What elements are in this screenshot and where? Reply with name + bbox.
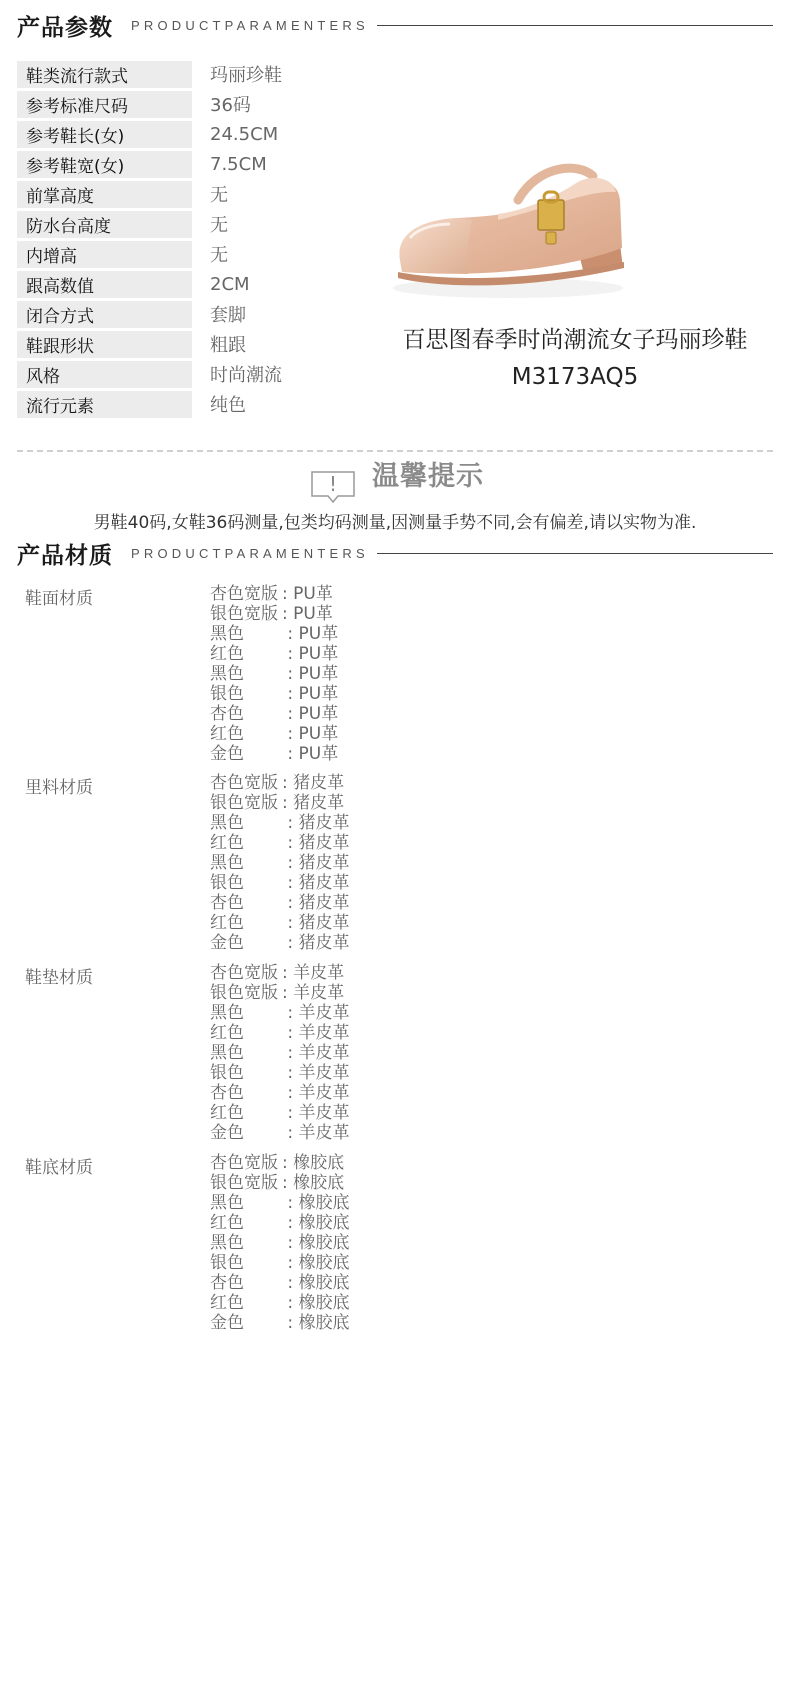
param-value: 粗跟	[210, 335, 246, 356]
param-value: 无	[210, 185, 228, 206]
section-title: 产品参数	[17, 14, 113, 41]
param-row	[17, 119, 317, 149]
product-name-line1: 百思图春季时尚潮流女子玛丽珍鞋	[402, 327, 748, 353]
section-title: 产品材质	[17, 542, 113, 569]
notice-text: 男鞋40码,女鞋36码测量,包类均码测量,因测量手势不同,会有偏差,请以实物为准.	[93, 513, 697, 533]
material-line: 金色 : 羊皮革	[210, 1123, 350, 1143]
param-value: 套脚	[210, 305, 246, 326]
material-line: 杏色宽版 : PU革	[210, 584, 333, 604]
material-lines	[210, 773, 350, 953]
param-row	[17, 59, 317, 89]
material-line: 红色 : 橡胶底	[210, 1213, 350, 1233]
product-shoe-image	[388, 140, 638, 310]
param-row	[17, 389, 317, 419]
material-line: 红色 : 猪皮革	[210, 913, 350, 933]
material-line: 银色宽版 : 橡胶底	[210, 1173, 345, 1193]
material-line: 黑色 : PU革	[210, 664, 339, 684]
param-value: 2CM	[210, 273, 250, 295]
material-line: 银色 : 橡胶底	[210, 1253, 350, 1273]
material-label: 鞋面材质	[25, 589, 93, 609]
param-row	[17, 149, 317, 179]
param-value: 时尚潮流	[210, 365, 282, 386]
param-value: 无	[210, 245, 228, 266]
notice-icon-symbol: !	[328, 472, 338, 496]
material-line: 黑色 : 猪皮革	[210, 853, 350, 873]
param-value: 玛丽珍鞋	[210, 65, 282, 86]
section-subtitle: PRODUCTPARAMENTERS	[131, 545, 369, 561]
material-line: 杏色宽版 : 橡胶底	[210, 1153, 345, 1173]
param-value: 无	[210, 215, 228, 236]
param-row	[17, 239, 317, 269]
material-line: 红色 : 羊皮革	[210, 1023, 350, 1043]
material-line: 银色 : PU革	[210, 684, 339, 704]
material-line: 黑色 : 羊皮革	[210, 1043, 350, 1063]
param-label: 参考鞋宽(女)	[17, 151, 192, 178]
material-line: 杏色 : PU革	[210, 704, 339, 724]
param-row	[17, 329, 317, 359]
param-row	[17, 89, 317, 119]
section-subtitle: PRODUCTPARAMENTERS	[131, 17, 369, 33]
material-line: 红色 : 羊皮革	[210, 1103, 350, 1123]
param-value: 7.5CM	[210, 153, 267, 175]
param-row	[17, 359, 317, 389]
material-line: 杏色宽版 : 羊皮革	[210, 963, 345, 983]
section-divider	[377, 25, 773, 26]
material-line: 银色 : 羊皮革	[210, 1063, 350, 1083]
material-line: 金色 : 橡胶底	[210, 1313, 350, 1333]
material-line: 杏色 : 橡胶底	[210, 1273, 350, 1293]
material-line: 银色宽版 : 猪皮革	[210, 793, 345, 813]
material-line: 黑色 : PU革	[210, 624, 339, 644]
material-lines	[210, 1153, 350, 1333]
section-header-params	[17, 9, 773, 41]
param-label: 流行元素	[17, 391, 192, 418]
material-label: 鞋底材质	[25, 1158, 93, 1178]
material-line: 杏色宽版 : 猪皮革	[210, 773, 345, 793]
material-label: 鞋垫材质	[25, 968, 93, 988]
material-line: 金色 : PU革	[210, 744, 339, 764]
param-label: 前掌高度	[17, 181, 192, 208]
param-row	[17, 209, 317, 239]
param-label: 参考鞋长(女)	[17, 121, 192, 148]
params-table	[17, 59, 317, 419]
param-row	[17, 299, 317, 329]
param-label: 闭合方式	[17, 301, 192, 328]
material-line: 银色 : 猪皮革	[210, 873, 350, 893]
material-lines	[210, 963, 350, 1143]
material-line: 黑色 : 橡胶底	[210, 1193, 350, 1213]
material-line: 红色 : 橡胶底	[210, 1293, 350, 1313]
param-label: 鞋跟形状	[17, 331, 192, 358]
material-line: 黑色 : 猪皮革	[210, 813, 350, 833]
material-line: 杏色 : 猪皮革	[210, 893, 350, 913]
material-line: 红色 : PU革	[210, 644, 339, 664]
dashed-divider	[17, 450, 773, 452]
material-line: 银色宽版 : PU革	[210, 604, 333, 624]
param-value: 24.5CM	[210, 123, 279, 145]
material-label: 里料材质	[25, 778, 93, 798]
speech-bubble-warning-icon	[310, 470, 356, 504]
param-label: 内增高	[17, 241, 192, 268]
material-line: 红色 : 猪皮革	[210, 833, 350, 853]
param-label: 风格	[17, 361, 192, 388]
section-header-materials	[17, 537, 773, 569]
material-line: 黑色 : 橡胶底	[210, 1233, 350, 1253]
param-value: 纯色	[210, 395, 246, 416]
param-label: 鞋类流行款式	[17, 61, 192, 88]
param-label: 参考标准尺码	[17, 91, 192, 118]
param-label: 跟高数值	[17, 271, 192, 298]
material-line: 黑色 : 羊皮革	[210, 1003, 350, 1023]
product-name	[380, 322, 770, 396]
material-line: 金色 : 猪皮革	[210, 933, 350, 953]
param-value: 36码	[210, 95, 251, 116]
material-line: 杏色 : 羊皮革	[210, 1083, 350, 1103]
material-lines	[210, 584, 338, 764]
param-row	[17, 179, 317, 209]
product-model-code: M3173AQ5	[511, 364, 639, 390]
notice-title: 温馨提示	[372, 461, 484, 492]
section-divider	[377, 553, 773, 554]
param-label: 防水台高度	[17, 211, 192, 238]
material-line: 红色 : PU革	[210, 724, 339, 744]
param-row	[17, 269, 317, 299]
material-line: 银色宽版 : 羊皮革	[210, 983, 345, 1003]
